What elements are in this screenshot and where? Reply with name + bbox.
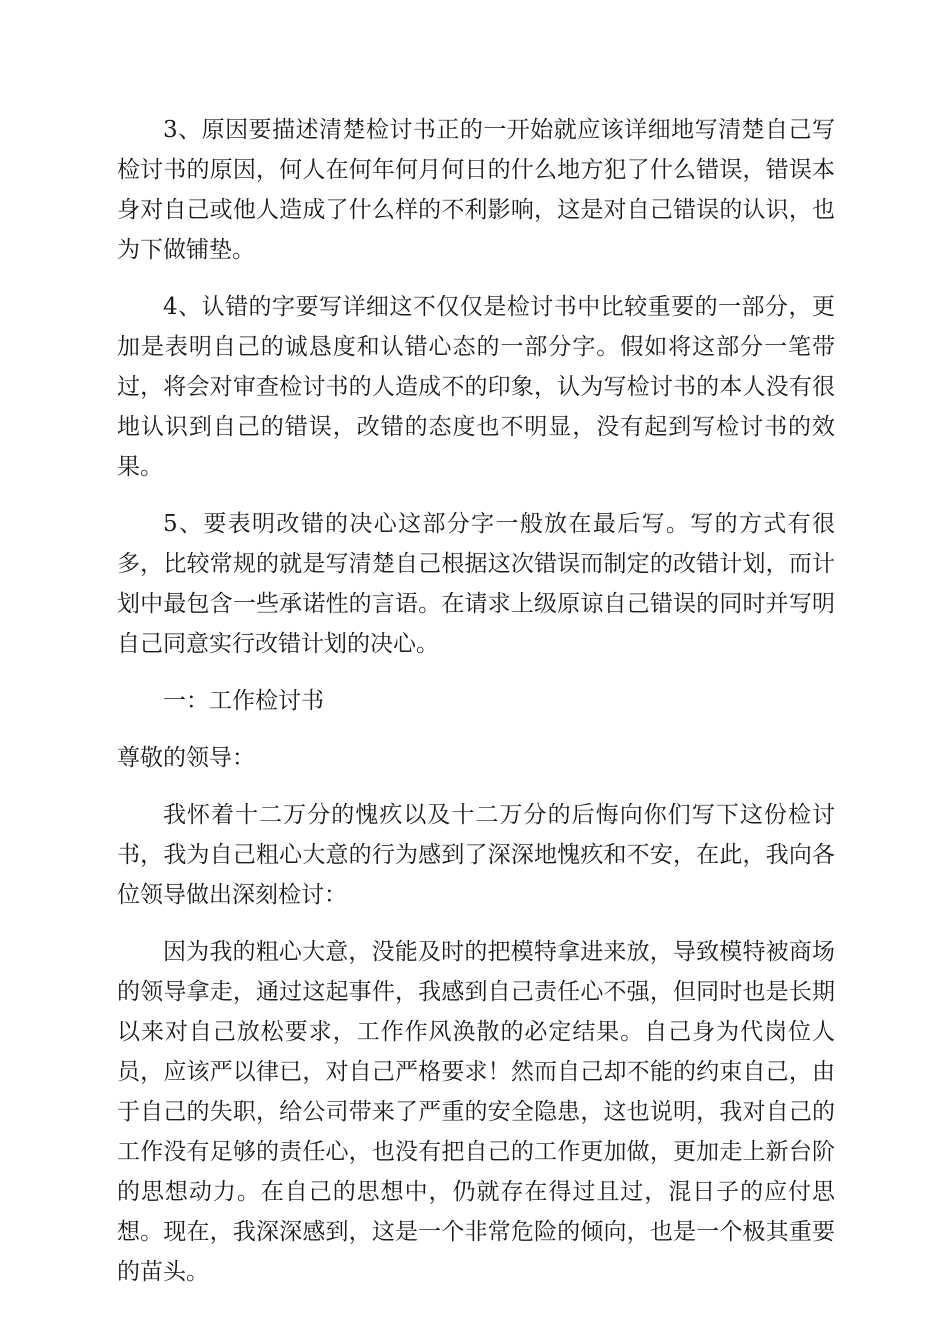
paragraph-resolve: 5、要表明改错的决心这部分字一般放在最后写。写的方式有很多，比较常规的就是写清楚自己根据这次错误而制定的改错计划，而计划中最包含一些承诺性的言语。在请求上级原谅自己错误的同时并写明自己同意实行改错计划的决心。 [117, 511, 835, 657]
paragraph-apology: 我怀着十二万分的愧疚以及十二万分的后悔向你们写下这份检讨书，我为自己粗心大意的行为感到了深深地愧疚和不安，在此，我向各位领导做出深刻检讨： [117, 802, 835, 908]
paragraph-reason: 3、原因要描述清楚检讨书正的一开始就应该详细地写清楚自己写检讨书的原因，何人在何年何月何日的什么地方犯了什么错误，错误本身对自己或他人造成了什么样的不利影响，这是对自己错误的认识，也为下做铺垫。 [117, 117, 835, 263]
document-body [117, 110, 835, 1292]
paragraph-reflection: 因为我的粗心大意，没能及时的把模特拿进来放，导致模特被商场的领导拿走，通过这起事件，我感到自己责任心不强，但同时也是长期以来对自己放松要求，工作作风涣散的必定结果。自己身为代岗位人员，应该严以律已，对自己严格要求！然而自己却不能的约束自己，由于自己的失职，给公司带来了严重的安全隐患，这也说明，我对自己的工作没有足够的责任心，也没有把自己的工作更加做，更加走上新台阶的思想动力。在自己的思想中，仍就存在得过且过，混日子的应付思想。现在，我深深感到，这是一个非常危险的倾向，也是一个极其重要的苗头。 [117, 939, 835, 1285]
salutation: 尊敬的领导： [117, 745, 255, 771]
section-heading: 一：工作检讨书 [163, 688, 324, 714]
paragraph-admit-mistake: 4、认错的字要写详细这不仅仅是检讨书中比较重要的一部分，更加是表明自己的诚恳度和认错心态的一部分字。假如将这部分一笔带过，将会对审查检讨书的人造成不的印象，认为写检讨书的本人没有很地认识到自己的错误，改错的态度也不明显，没有起到写检讨书的效果。 [117, 294, 835, 480]
